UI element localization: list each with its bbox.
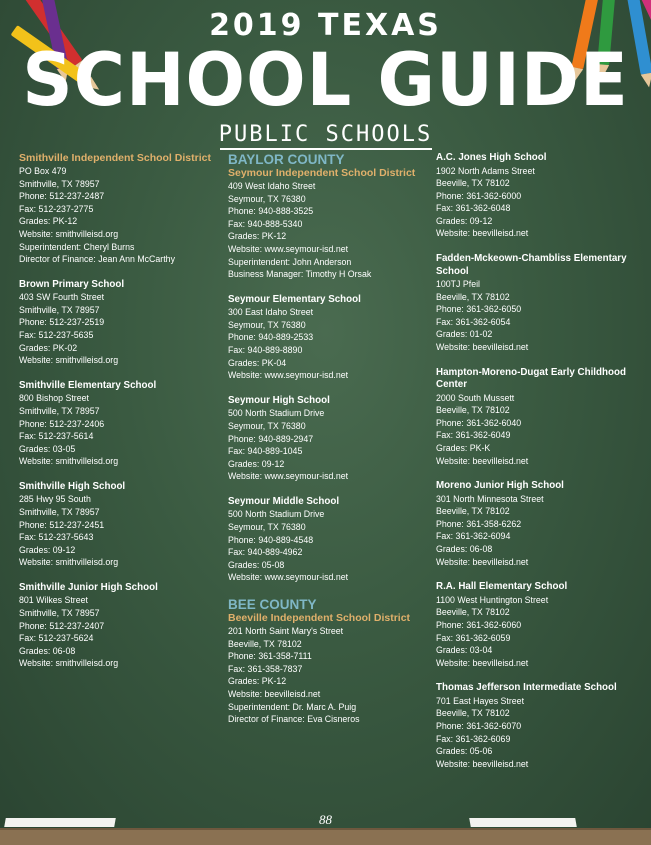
- school-detail-line: Fax: 361-362-6059: [436, 632, 511, 643]
- school-detail-line: Phone: 361-362-6040: [436, 417, 522, 428]
- school-detail-line: Website: smithvilleisd.org: [19, 228, 119, 239]
- county-heading: BAYLOR COUNTY: [228, 152, 345, 167]
- school-detail-line: Website: smithvilleisd.org: [19, 355, 119, 366]
- school-detail-line: Beeville, TX 78102: [228, 638, 302, 649]
- listing-column-2: [228, 152, 433, 739]
- school-entry: [19, 380, 224, 468]
- school-detail-line: Grades: 03-05: [19, 443, 76, 454]
- school-detail-line: Fax: 361-362-6049: [436, 430, 511, 441]
- subtitle-underline: [220, 148, 432, 150]
- school-detail-line: Website: www.seymour-isd.net: [228, 243, 349, 254]
- school-entry: [228, 597, 433, 726]
- listing-column-1: [19, 152, 224, 683]
- school-entry: [228, 496, 433, 584]
- school-detail-line: Superintendent: John Anderson: [228, 256, 352, 267]
- school-detail-line: Grades: PK-12: [228, 676, 287, 687]
- school-detail-line: Seymour, TX 76380: [228, 521, 306, 532]
- county-heading: BEE COUNTY: [228, 596, 317, 612]
- school-entry: [228, 152, 433, 281]
- school-entry: [228, 395, 433, 483]
- school-detail-line: Superintendent: Cheryl Burns: [19, 241, 135, 252]
- school-detail-line: Fax: 512-237-5643: [19, 532, 94, 543]
- school-detail-line: Fax: 361-362-6094: [436, 531, 511, 542]
- school-detail-line: Grades: PK-12: [228, 231, 287, 242]
- school-entry: [19, 152, 224, 266]
- school-detail-line: Website: beevilleisd.net: [436, 556, 529, 567]
- school-detail-line: Website: beevilleisd.net: [228, 688, 321, 699]
- school-detail-line: 403 SW Fourth Street: [19, 292, 105, 303]
- school-detail-line: Grades: 09-12: [436, 215, 493, 226]
- school-detail-line: Grades: PK-04: [228, 357, 287, 368]
- school-detail-line: Phone: 512-237-2487: [19, 191, 105, 202]
- school-name: A.C. Jones High School: [436, 152, 547, 163]
- school-detail-line: Fax: 361-362-6048: [436, 203, 511, 214]
- school-detail-line: Website: www.seymour-isd.net: [228, 370, 349, 381]
- school-detail-line: Grades: 09-12: [228, 458, 285, 469]
- school-detail-line: Business Manager: Timothy H Orsak: [228, 269, 372, 280]
- school-name: Seymour Middle School: [228, 495, 340, 507]
- school-detail-line: Smithville, TX 78957: [19, 405, 100, 416]
- school-detail-line: 201 North Saint Mary's Street: [228, 625, 344, 636]
- chalk-ledge: [0, 828, 651, 845]
- school-detail-line: Phone: 361-358-6262: [436, 518, 522, 529]
- page-number: 88: [319, 812, 332, 827]
- school-detail-line: Phone: 512-237-2519: [19, 317, 105, 328]
- school-detail-line: Smithville, TX 78957: [19, 304, 100, 315]
- school-detail-line: Website: beevilleisd.net: [436, 455, 529, 466]
- school-detail-line: Fax: 512-237-5614: [19, 431, 94, 442]
- school-name: Thomas Jefferson Intermediate School: [436, 682, 617, 694]
- school-detail-line: Beeville, TX 78102: [436, 708, 510, 719]
- school-entry: [19, 582, 224, 670]
- school-name: Hampton-Moreno-Dugat Early Childhood Center: [436, 366, 626, 391]
- school-detail-line: 701 East Hayes Street: [436, 695, 525, 706]
- school-detail-line: Beeville, TX 78102: [436, 405, 510, 416]
- school-entry: [436, 253, 641, 354]
- school-detail-line: Superintendent: Dr. Marc A. Puig: [228, 701, 357, 712]
- school-detail-line: Grades: PK-12: [19, 216, 78, 227]
- school-entry: [436, 367, 641, 468]
- school-detail-line: Grades: PK-02: [19, 342, 78, 353]
- school-detail-line: Website: smithvilleisd.org: [19, 456, 119, 467]
- school-detail-line: 285 Hwy 95 South: [19, 494, 91, 505]
- guide-year-title: 2019 TEXAS: [209, 8, 442, 43]
- school-detail-line: Seymour, TX 76380: [228, 420, 306, 431]
- school-detail-line: Website: beevilleisd.net: [436, 657, 529, 668]
- school-detail-line: Website: www.seymour-isd.net: [228, 471, 349, 482]
- school-detail-line: Website: www.seymour-isd.net: [228, 572, 349, 583]
- school-detail-line: 800 Bishop Street: [19, 393, 89, 404]
- school-detail-line: Phone: 361-362-6000: [436, 190, 522, 201]
- district-name: Seymour Independent School District: [228, 167, 416, 179]
- school-name: Smithville Junior High School: [19, 581, 158, 593]
- school-name: Moreno Junior High School: [436, 480, 564, 492]
- listing-column-3: [436, 152, 641, 783]
- school-detail-line: Fax: 940-889-8890: [228, 345, 303, 356]
- school-entry: [228, 294, 433, 382]
- school-entry: [436, 480, 641, 568]
- school-detail-line: Smithville, TX 78957: [19, 178, 100, 189]
- school-detail-line: Phone: 940-889-2533: [228, 332, 314, 343]
- school-detail-line: 1902 North Adams Street: [436, 165, 535, 176]
- school-name: Brown Primary School: [19, 278, 125, 290]
- school-detail-line: 100TJ Pfeil: [436, 279, 481, 290]
- school-detail-line: Seymour, TX 76380: [228, 193, 306, 204]
- school-detail-line: Phone: 361-362-6070: [436, 721, 522, 731]
- school-detail-line: Grades: 09-12: [19, 544, 76, 555]
- school-detail-line: Director of Finance: Jean Ann McCarthy: [19, 254, 175, 265]
- school-detail-line: Fax: 512-237-5635: [19, 330, 94, 341]
- school-detail-line: Director of Finance: Eva Cisneros: [228, 714, 360, 725]
- school-detail-line: 801 Wilkes Street: [19, 595, 88, 606]
- school-detail-line: 500 North Stadium Drive: [228, 408, 325, 419]
- section-subtitle: PUBLIC SCHOOLS: [218, 122, 433, 147]
- school-detail-line: Grades: 05-08: [228, 559, 285, 570]
- school-detail-line: Grades: 05-06: [436, 746, 493, 757]
- district-name: Beeville Independent School District: [228, 611, 411, 624]
- school-detail-line: Fax: 512-237-2775: [19, 203, 94, 214]
- school-detail-line: Fax: 361-358-7837: [228, 663, 303, 674]
- school-detail-line: Beeville, TX 78102: [436, 178, 510, 189]
- school-detail-line: Grades: 03-04: [436, 645, 493, 656]
- school-detail-line: 1100 West Huntington Street: [436, 594, 549, 605]
- school-detail-line: PO Box 479: [19, 166, 67, 176]
- school-detail-line: Fax: 361-362-6054: [436, 316, 511, 327]
- school-detail-line: Website: beevilleisd.net: [436, 758, 529, 769]
- school-entry: [436, 581, 641, 669]
- school-detail-line: Website: smithvilleisd.org: [19, 658, 119, 669]
- school-detail-line: Phone: 940-888-3525: [228, 206, 314, 217]
- guide-main-title: SCHOOL GUIDE: [22, 36, 629, 124]
- school-detail-line: Phone: 361-362-6060: [436, 619, 522, 630]
- school-detail-line: Beeville, TX 78102: [436, 291, 510, 302]
- school-detail-line: Website: beevilleisd.net: [436, 228, 529, 239]
- school-detail-line: 409 West Idaho Street: [228, 181, 316, 191]
- school-detail-line: Fax: 940-888-5340: [228, 218, 303, 229]
- district-name: Smithville Independent School District: [19, 152, 211, 164]
- school-detail-line: Phone: 940-889-2947: [228, 433, 314, 444]
- school-detail-line: 300 East Idaho Street: [228, 307, 314, 318]
- school-detail-line: Phone: 361-362-6050: [436, 304, 522, 315]
- school-detail-line: Website: smithvilleisd.org: [19, 557, 119, 568]
- school-detail-line: Phone: 512-237-2407: [19, 620, 105, 631]
- school-detail-line: 301 North Minnesota Street: [436, 493, 544, 504]
- school-name: Smithville High School: [19, 480, 126, 492]
- school-name: R.A. Hall Elementary School: [436, 581, 568, 593]
- school-detail-line: Fax: 512-237-5624: [19, 633, 94, 644]
- school-name: Seymour High School: [228, 394, 330, 406]
- school-entry: [436, 682, 641, 770]
- school-detail-line: Seymour, TX 76380: [228, 319, 306, 330]
- school-detail-line: Beeville, TX 78102: [436, 506, 510, 517]
- school-detail-line: Fax: 361-362-6069: [436, 733, 511, 744]
- school-detail-line: Smithville, TX 78957: [19, 506, 100, 517]
- school-detail-line: Beeville, TX 78102: [436, 607, 510, 618]
- school-detail-line: Grades: 06-08: [436, 544, 493, 555]
- school-name: Fadden-Mckeown-Chambliss Elementary School: [436, 253, 627, 277]
- school-detail-line: 500 North Stadium Drive: [228, 509, 325, 520]
- school-detail-line: Fax: 940-889-4962: [228, 547, 303, 558]
- school-detail-line: Grades: 01-02: [436, 329, 493, 340]
- school-detail-line: Grades: PK-K: [436, 443, 491, 453]
- school-entry: [436, 152, 641, 240]
- school-detail-line: Phone: 512-237-2451: [19, 519, 105, 530]
- school-entry: [19, 279, 224, 367]
- school-entry: [19, 481, 224, 569]
- school-detail-line: Phone: 512-237-2406: [19, 418, 105, 429]
- school-detail-line: 2000 South Mussett: [436, 392, 515, 403]
- school-name: Seymour Elementary School: [228, 293, 361, 305]
- school-detail-line: Fax: 940-889-1045: [228, 446, 303, 457]
- school-detail-line: Phone: 361-358-7111: [228, 651, 312, 662]
- school-detail-line: Website: beevilleisd.net: [436, 342, 529, 353]
- school-detail-line: Smithville, TX 78957: [19, 608, 100, 619]
- school-name: Smithville Elementary School: [19, 379, 157, 391]
- school-detail-line: Phone: 940-889-4548: [228, 534, 314, 545]
- school-detail-line: Grades: 06-08: [19, 645, 76, 656]
